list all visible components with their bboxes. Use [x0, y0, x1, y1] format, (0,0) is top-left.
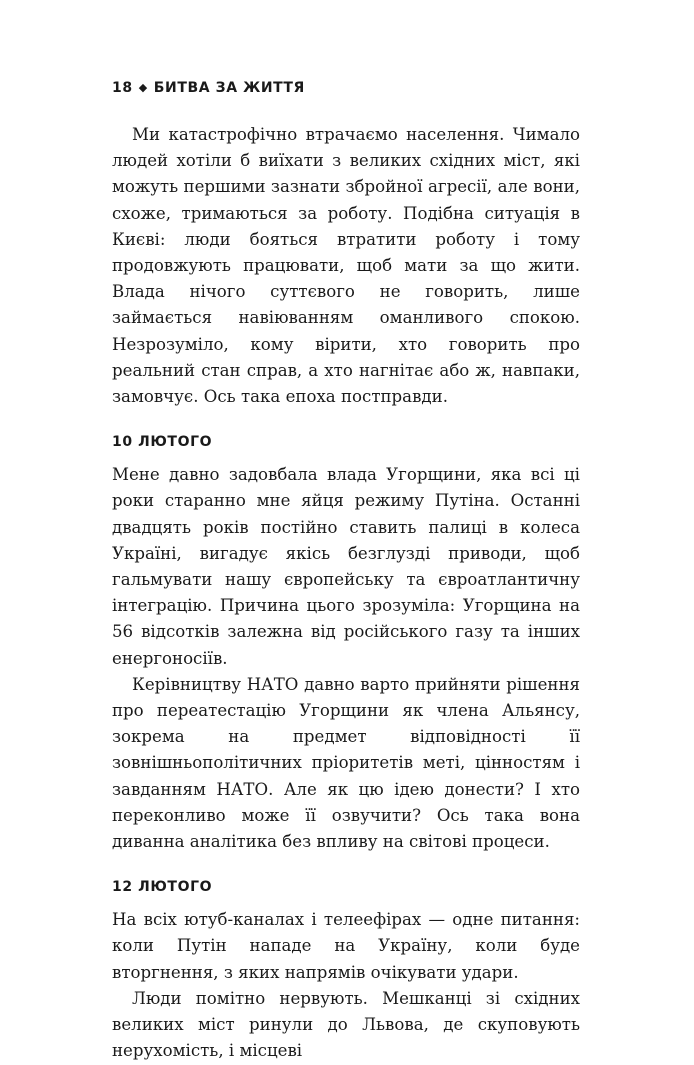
- date-heading-feb-12: 12 ЛЮТОГО: [112, 879, 213, 896]
- page-body: [112, 122, 580, 1065]
- paragraph-hungary: Мене давно задовбала влада Угорщини, яка всі ці роки старанно мне яйця режиму Путіна. Останні двадцять років постійно ставить палиці в колеса Україні, вигадує якісь безглузді приводи, щоб гальмувати нашу європейську та євроатлантичну інтеграцію. Причина цього зрозуміла: Угорщина на 56 відсотків залежна від російського газу та інших енергоносіїв.: [112, 465, 580, 668]
- paragraph-population: Ми катастрофічно втрачаємо населення. Чимало людей хотіли б виїхати з великих східних міст, які можуть першими зазнати збройної агресії, але вони, схоже, тримаються за роботу. Подібна ситуація в Києві: люди бояться втратити роботу і тому продовжують працювати, щоб мати за що жити. Влада нічого суттєвого не говорить, лише займається навіюванням оманливого спокою. Незрозуміло, кому вірити, хто говорить про реальний стан справ, а хто нагнітає або ж, навпаки, замовчує. Ось така епоха постправди.: [112, 125, 580, 407]
- paragraph-youtube: На всіх ютуб-каналах і телеефірах — одне питання: коли Путін нападе на Україну, коли буде вторгнення, з яких напрямів очікувати удари.: [112, 910, 580, 982]
- paragraph-people-nervous: Люди помітно нервують. Мешканці зі східних великих міст ринули до Львова, де скуповують нерухомість, і місцеві: [112, 988, 580, 1061]
- paragraph-nato: Керівництву НАТО давно варто прийняти рішення про переатестацію Угорщини як члена Альянсу, зокрема на предмет відповідності її зовнішньополітичних пріоритетів меті, цінностям і завданням НАТО. Але як цю ідею донести? І хто переконливо може її озвучити? Ось така вона диванна аналітика без впливу на світові процеси.: [112, 674, 580, 852]
- book-title: БИТВА ЗА ЖИТТЯ: [153, 80, 305, 96]
- diamond-separator-icon: ◆: [138, 81, 148, 94]
- running-head: [112, 80, 305, 96]
- page-number: 18: [112, 80, 133, 96]
- date-heading-feb-10: 10 ЛЮТОГО: [112, 434, 213, 451]
